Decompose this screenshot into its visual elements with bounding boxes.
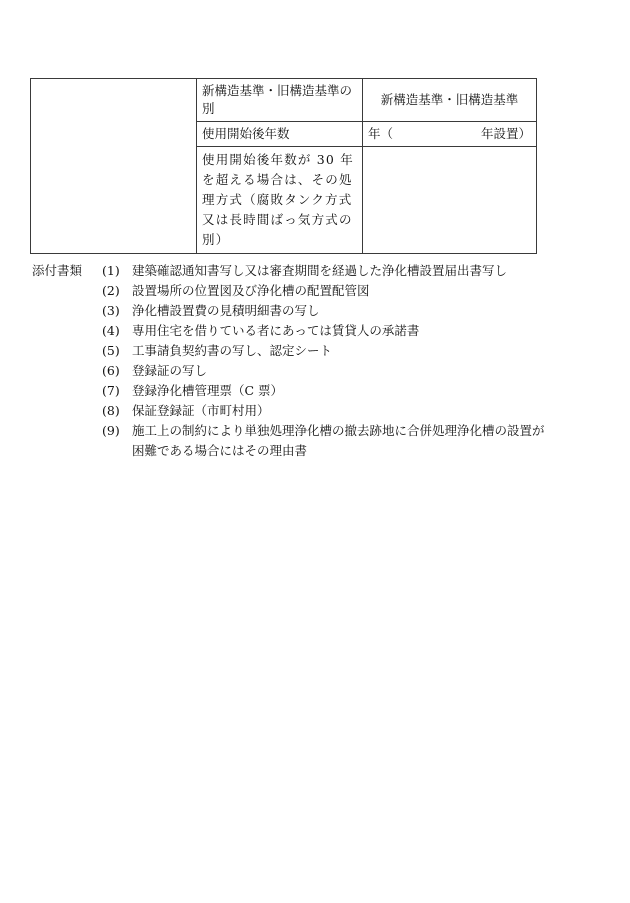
treatment-method-value [363,147,537,254]
list-item [32,402,612,422]
item-number: (3) [102,303,120,318]
years-in-use-value-left: 年（ [368,126,394,142]
item-text: 設置場所の位置図及び浄化槽の配置配管図 [132,283,370,298]
item-number: (2) [102,283,120,298]
item-text: 保証登録証（市町村用） [132,403,270,418]
item-text: 登録浄化槽管理票（C 票） [132,383,284,398]
item-text: 登録証の写し [132,363,208,378]
item-text: 建築確認通知書写し又は審査期間を経過した浄化槽設置届出書写し [132,263,508,278]
list-item [32,342,612,362]
item-text: 施工上の制約により単独処理浄化槽の撤去跡地に合併処理浄化槽の設置が [132,423,545,438]
item-number: (7) [102,383,120,398]
list-item [32,362,612,382]
years-in-use-value [363,122,537,147]
item-number: (9) [102,423,120,438]
list-item [32,382,612,402]
attachments-title: 添付書類 [32,263,83,278]
item-number: (1) [102,263,120,278]
list-item [32,322,612,342]
attachments-section [32,262,612,462]
blank-merged-cell [31,79,197,254]
item-number: (6) [102,363,120,378]
table-row [31,79,537,122]
treatment-method-label: 使用開始後年数が 30 年を超える場合は、その処理方式（腐敗タンク方式又は長時間ばっ気方式の別） [197,147,363,254]
structure-standard-value: 新構造基準・旧構造基準 [363,79,537,122]
years-in-use-label: 使用開始後年数 [197,122,363,147]
list-item [32,282,612,302]
item-text: 工事請負契約書の写し、認定シート [132,343,333,358]
list-item [32,422,612,442]
years-in-use-value-right: 年設置） [480,126,531,142]
item-text: 専用住宅を借りている者にあっては賃貸人の承諾書 [132,323,420,338]
item-number: (5) [102,343,120,358]
list-item [32,262,612,282]
list-item [32,302,612,322]
septic-tank-info-table [30,78,537,254]
item-number: (4) [102,323,120,338]
item-number: (8) [102,403,120,418]
structure-standard-label: 新構造基準・旧構造基準の別 [197,79,363,122]
item-text: 浄化槽設置費の見積明細書の写し [132,303,320,318]
item-text-continuation: 困難である場合にはその理由書 [132,443,308,458]
